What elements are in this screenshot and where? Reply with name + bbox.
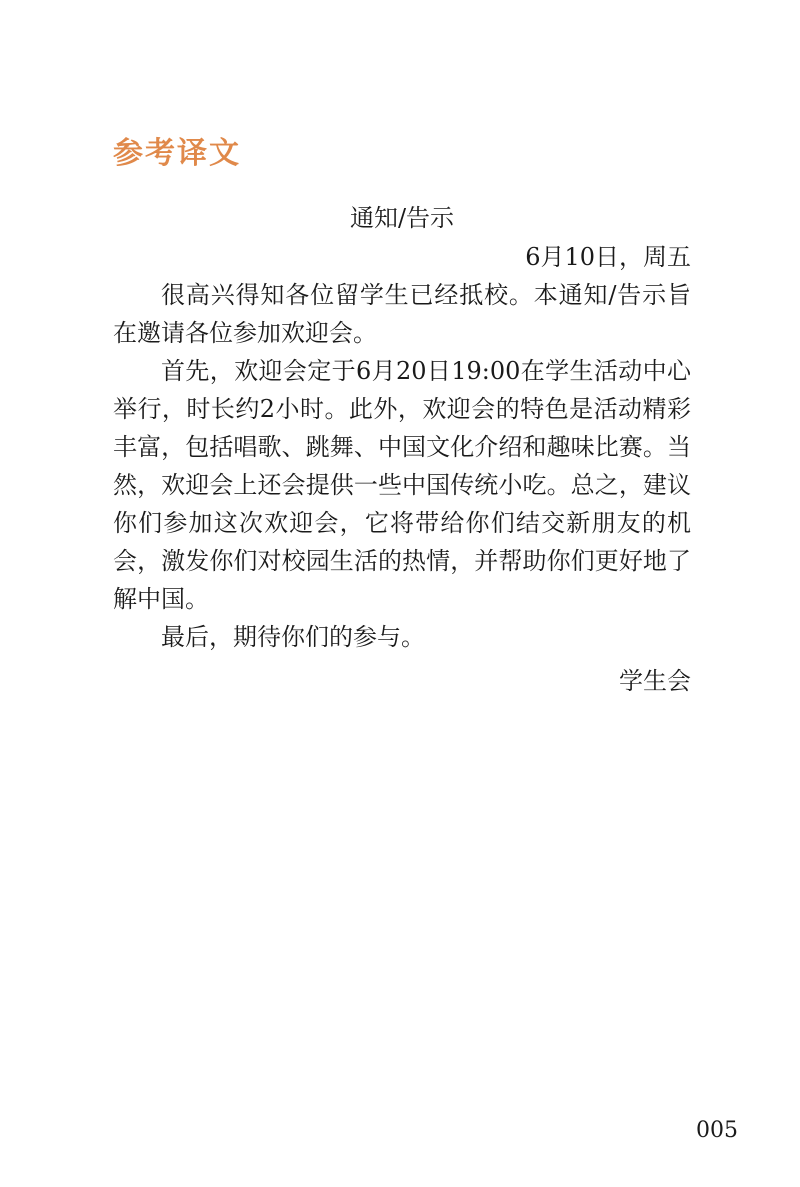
- paragraph-closing: 最后，期待你们的参与。: [161, 623, 425, 651]
- page-number: 005: [696, 1118, 738, 1143]
- notice-body: [113, 198, 691, 700]
- section-heading: 参考译文: [113, 136, 241, 171]
- notice-signature: 学生会: [619, 667, 691, 695]
- paragraph-details: 首先，欢迎会定于6月20日19:00在学生活动中心举行，时长约2小时。此外，欢迎会的特色是活动精彩丰富，包括唱歌、跳舞、中国文化介绍和趣味比赛。当然，欢迎会上还会提供一些中国传统小吃。总之，建议你们参加这次欢迎会，它将带给你们结交新朋友的机会，激发你们对校园生活的热情，并帮助你们更好地了解中国。: [113, 357, 691, 613]
- notice-title: 通知/告示: [349, 204, 455, 232]
- paragraph-intro: 很高兴得知各位留学生已经抵校。本通知/告示旨在邀请各位参加欢迎会。: [113, 281, 691, 347]
- notice-date: 6月10日，周五: [525, 243, 691, 271]
